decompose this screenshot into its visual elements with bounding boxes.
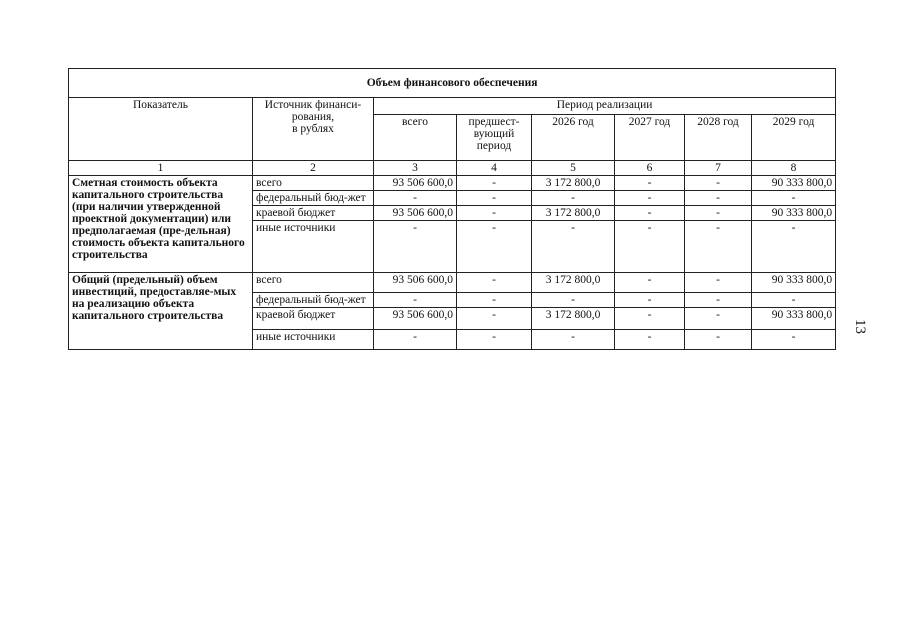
header-indicator: Показатель bbox=[69, 98, 253, 161]
value-cell: - bbox=[374, 191, 457, 206]
value-cell: - bbox=[752, 293, 836, 308]
col-number: 3 bbox=[374, 161, 457, 176]
source-cell: федеральный бюд-жет bbox=[253, 191, 374, 206]
source-cell: всего bbox=[253, 273, 374, 293]
page-number: 13 bbox=[852, 319, 868, 334]
value-cell: - bbox=[457, 206, 532, 221]
value-cell: - bbox=[615, 330, 685, 350]
value-cell: - bbox=[457, 293, 532, 308]
header-period: Период реализации bbox=[374, 98, 836, 115]
value-cell: 93 506 600,0 bbox=[374, 273, 457, 293]
value-cell: 90 333 800,0 bbox=[752, 176, 836, 191]
col-number: 5 bbox=[532, 161, 615, 176]
value-cell: - bbox=[752, 330, 836, 350]
column-number-row bbox=[69, 161, 836, 176]
value-cell: - bbox=[685, 191, 752, 206]
header-col-2029: 2029 год bbox=[752, 115, 836, 161]
value-cell: - bbox=[685, 176, 752, 191]
value-cell: - bbox=[685, 221, 752, 273]
col-number: 2 bbox=[253, 161, 374, 176]
value-cell: - bbox=[615, 221, 685, 273]
source-cell: всего bbox=[253, 176, 374, 191]
value-cell: - bbox=[457, 221, 532, 273]
value-cell: - bbox=[532, 191, 615, 206]
value-cell: - bbox=[374, 221, 457, 273]
value-cell: - bbox=[457, 191, 532, 206]
header-col-2027: 2027 год bbox=[615, 115, 685, 161]
value-cell: - bbox=[457, 330, 532, 350]
col-number: 1 bbox=[69, 161, 253, 176]
value-cell: - bbox=[374, 293, 457, 308]
value-cell: - bbox=[615, 191, 685, 206]
value-cell: - bbox=[457, 273, 532, 293]
value-cell: 3 172 800,0 bbox=[532, 176, 615, 191]
value-cell: 93 506 600,0 bbox=[374, 308, 457, 330]
col-number: 6 bbox=[615, 161, 685, 176]
header-source: Источник финанси- рования, в рублях bbox=[253, 98, 374, 161]
source-cell: иные источники bbox=[253, 221, 374, 273]
value-cell: 3 172 800,0 bbox=[532, 273, 615, 293]
table-title: Объем финансового обеспечения bbox=[69, 69, 836, 98]
col-number: 8 bbox=[752, 161, 836, 176]
header-col-2026: 2026 год bbox=[532, 115, 615, 161]
value-cell: - bbox=[532, 221, 615, 273]
value-cell: 93 506 600,0 bbox=[374, 176, 457, 191]
col-number: 7 bbox=[685, 161, 752, 176]
value-cell: - bbox=[374, 330, 457, 350]
value-cell: - bbox=[752, 191, 836, 206]
value-cell: - bbox=[752, 221, 836, 273]
source-cell: краевой бюджет bbox=[253, 308, 374, 330]
value-cell: - bbox=[685, 330, 752, 350]
header-col-2028: 2028 год bbox=[685, 115, 752, 161]
value-cell: - bbox=[685, 293, 752, 308]
value-cell: 90 333 800,0 bbox=[752, 308, 836, 330]
value-cell: - bbox=[457, 176, 532, 191]
value-cell: - bbox=[615, 308, 685, 330]
financing-table bbox=[68, 68, 836, 350]
value-cell: - bbox=[685, 206, 752, 221]
value-cell: - bbox=[532, 330, 615, 350]
value-cell: - bbox=[532, 293, 615, 308]
value-cell: - bbox=[615, 176, 685, 191]
value-cell: 90 333 800,0 bbox=[752, 273, 836, 293]
value-cell: 93 506 600,0 bbox=[374, 206, 457, 221]
indicator-total-investment: Общий (предельный) объем инвестиций, предоставляе-мых на реализацию объекта капитального строительства bbox=[69, 273, 253, 350]
col-number: 4 bbox=[457, 161, 532, 176]
value-cell: 3 172 800,0 bbox=[532, 308, 615, 330]
value-cell: 3 172 800,0 bbox=[532, 206, 615, 221]
value-cell: - bbox=[685, 273, 752, 293]
value-cell: - bbox=[457, 308, 532, 330]
value-cell: - bbox=[615, 293, 685, 308]
indicator-estimated-cost: Сметная стоимость объекта капитального строительства (при наличии утвержденной проектной документации) или предполагаемая (пре-дельная) стоимость объекта капитального строительства bbox=[69, 176, 253, 273]
source-cell: иные источники bbox=[253, 330, 374, 350]
table-row bbox=[69, 273, 836, 293]
value-cell: - bbox=[685, 308, 752, 330]
value-cell: - bbox=[615, 206, 685, 221]
value-cell: - bbox=[615, 273, 685, 293]
source-cell: краевой бюджет bbox=[253, 206, 374, 221]
value-cell: 90 333 800,0 bbox=[752, 206, 836, 221]
header-col-total: всего bbox=[374, 115, 457, 161]
table-row bbox=[69, 176, 836, 191]
source-cell: федеральный бюд-жет bbox=[253, 293, 374, 308]
header-col-prev: предшест- вующий период bbox=[457, 115, 532, 161]
